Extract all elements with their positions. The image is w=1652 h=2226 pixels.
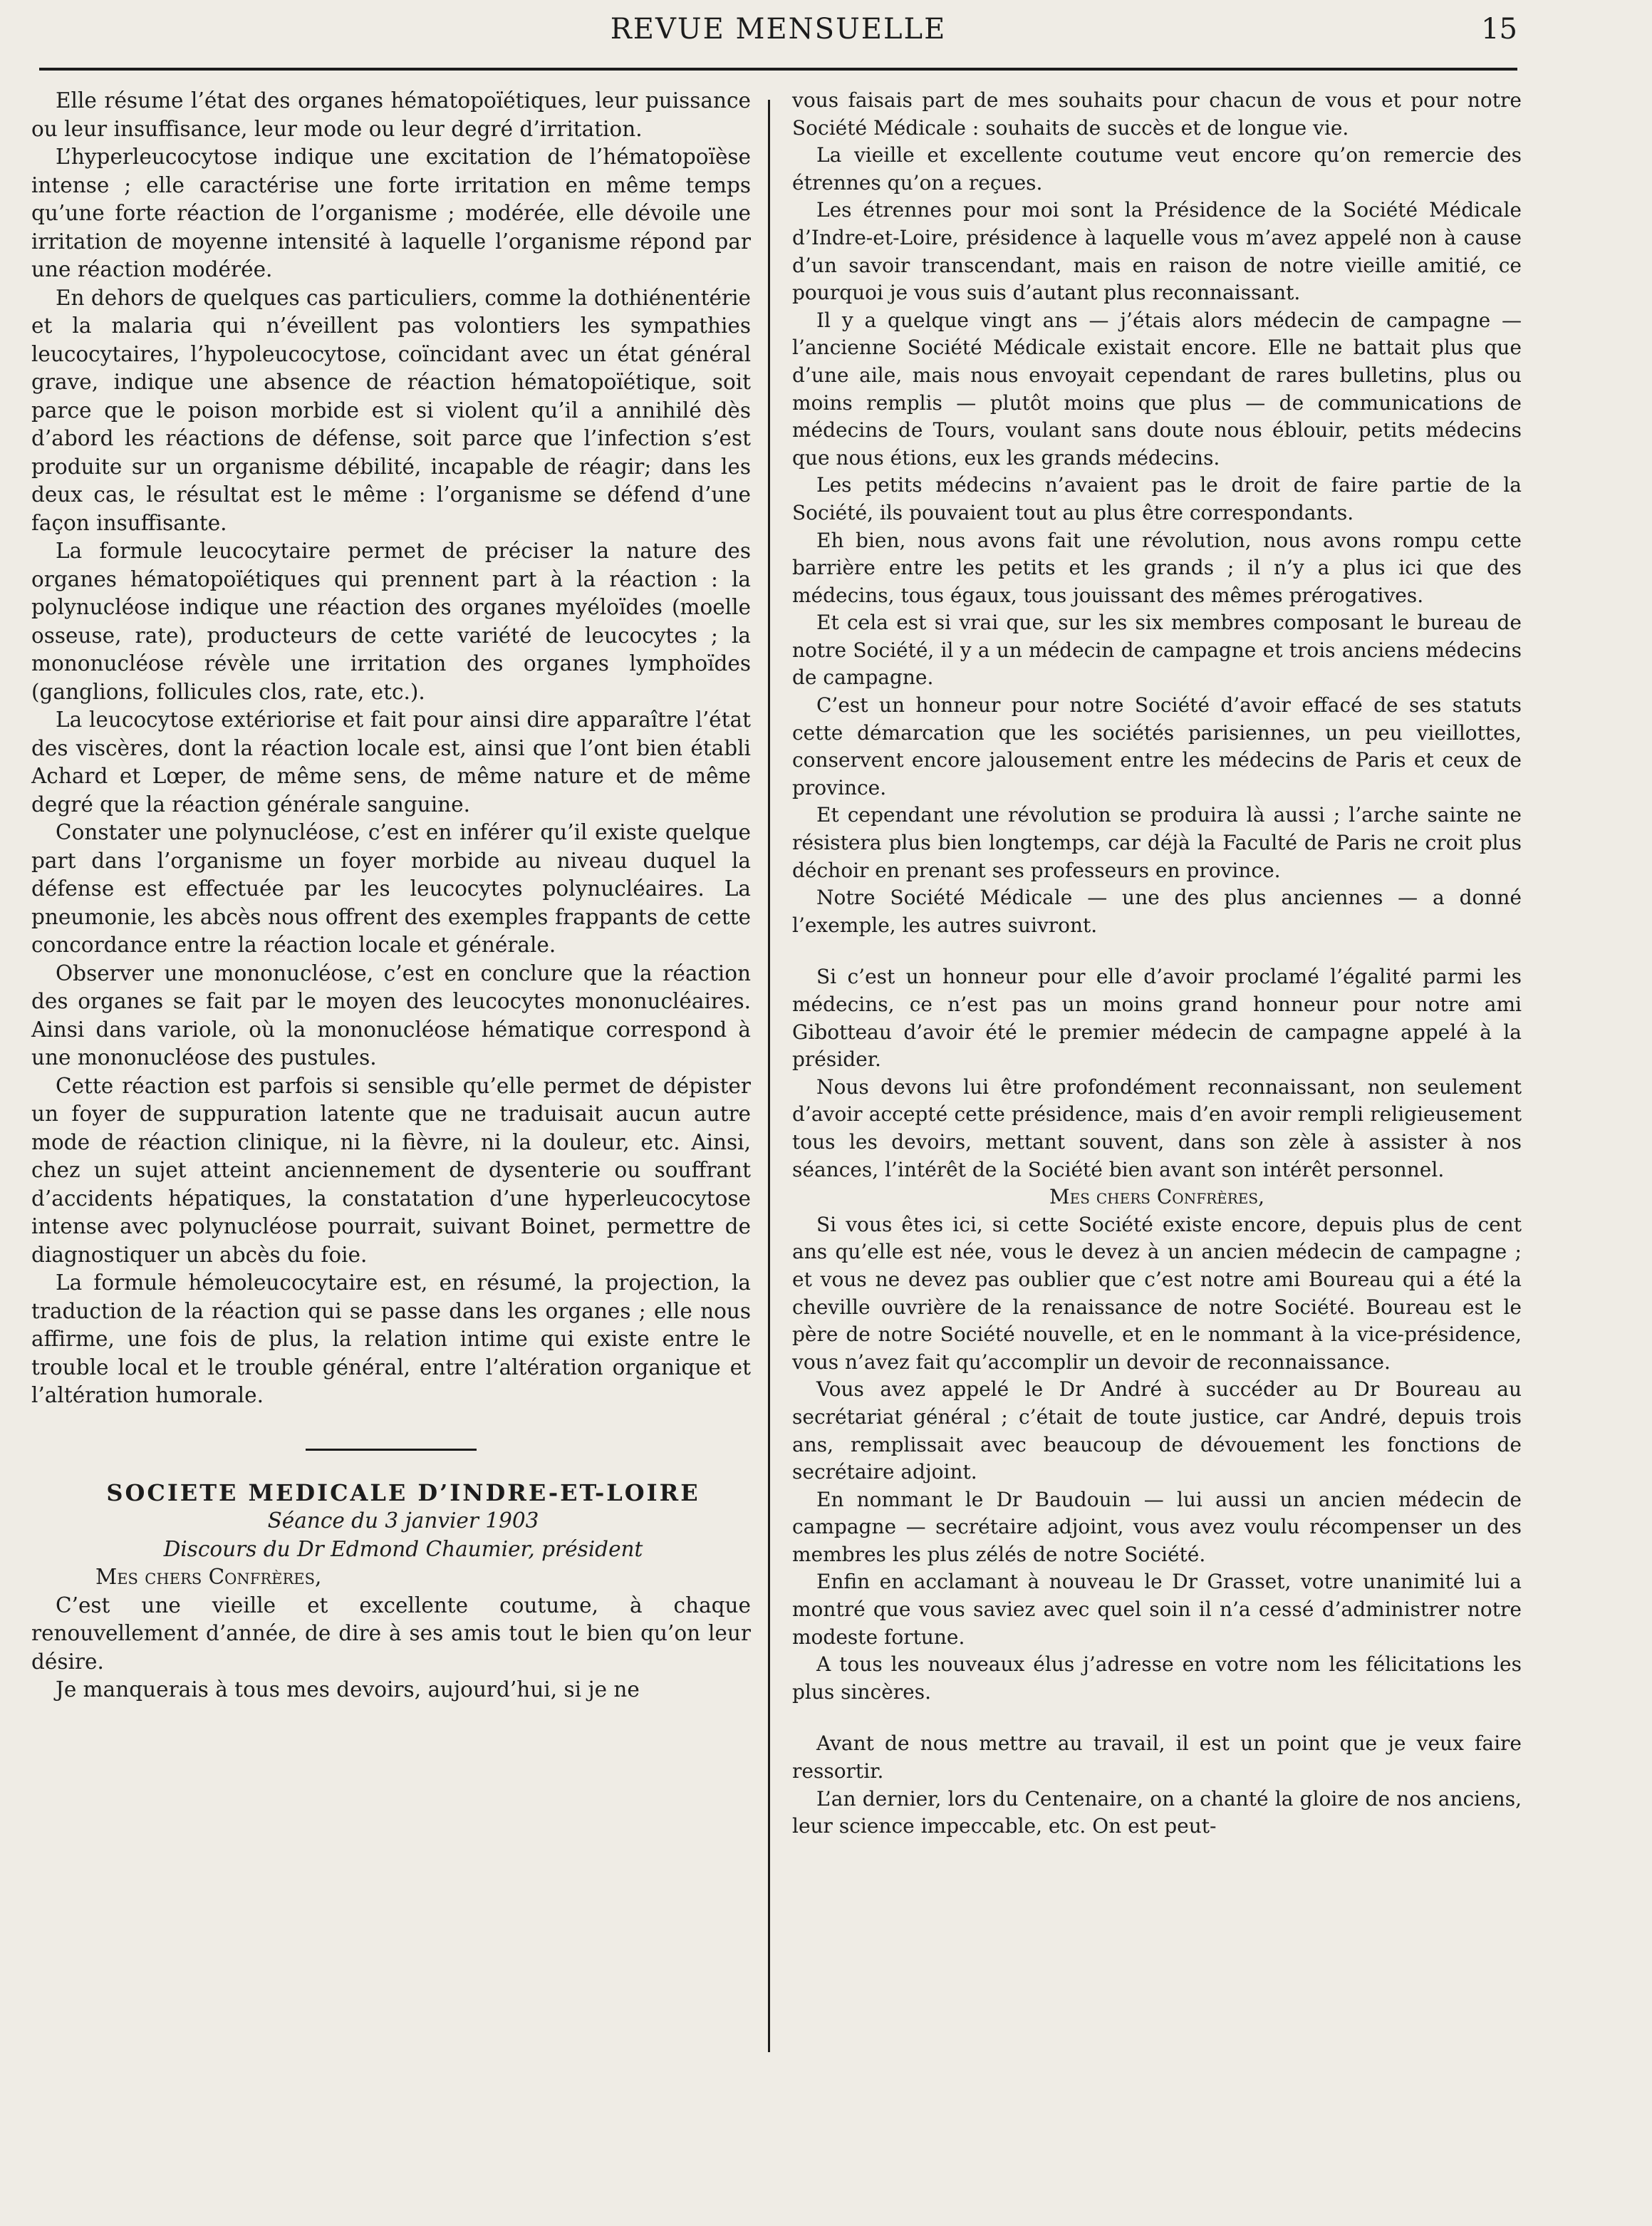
- paragraph: Notre Société Médicale — une des plus anciennes — a donné l’exemple, les autres suivront.: [792, 886, 1522, 937]
- paragraph: En nommant le Dr Baudouin — lui aussi un ancien médecin de campagne — secrétaire adjoint, vous avez voulu récompenser un des membres les plus zélés de notre Société.: [792, 1487, 1522, 1566]
- paragraph: C’est un honneur pour notre Société d’avoir effacé de ses statuts cette démarcation que les sociétés parisiennes, un peu vieillottes, conservent encore jalousement entre les médecins de Paris et ceux de province.: [792, 693, 1522, 799]
- paragraph: Si c’est un honneur pour elle d’avoir proclamé l’égalité parmi les médecins, ce n’est pas un moins grand honneur pour notre ami Gibotteau d’avoir été le premier médecin de campagne appelé à la présider.: [792, 965, 1522, 1072]
- section-separator: [306, 1449, 477, 1451]
- salutation: Mes chers Confrères,: [1049, 1185, 1264, 1209]
- paragraph: Nous devons lui être profondément reconnaissant, non seulement d’avoir accepté cette présidence, mais d’en avoir rempli religieusement tous les devoirs, mettant souvent, dans son zèle à assister à nos séances, l’intérêt de la Société bien avant son intérêt personnel.: [792, 1075, 1522, 1181]
- paragraph: Les petits médecins n’avaient pas le droit de faire partie de la Société, ils pouvaient tout au plus être correspondants.: [792, 473, 1522, 524]
- paragraph: Si vous êtes ici, si cette Société existe encore, depuis plus de cent ans qu’elle est née, vous le devez à un ancien médecin de campagne ; et vous ne devez pas oublier que c’est notre ami Boureau qui a été la cheville ouvrière de la renaissance de notre Société. Boureau est le père de notre Société nouvelle, et en le nommant à la vice-présidence, vous n’avez fait qu’accomplir un devoir de reconnaissance.: [792, 1212, 1522, 1374]
- paragraph: Les étrennes pour moi sont la Présidence de la Société Médicale d’Indre-et-Loire, présidence à laquelle vous m’avez appelé non à cause d’un savoir transcendant, mais en raison de notre vieille amitié, ce pourquoi je vous suis d’autant plus reconnaissant.: [792, 198, 1522, 305]
- paragraph: Elle résume l’état des organes hématopoïétiques, leur puissance ou leur insuffisance, leur mode ou leur degré d’irritation.: [31, 88, 751, 141]
- paragraph: La formule hémoleucocytaire est, en résumé, la projection, la traduction de la réaction qui se passe dans les organes ; elle nous affirme, une fois de plus, la relation intime qui existe entre le trouble local et le trouble général, entre l’altération organique et l’altération humorale.: [31, 1270, 751, 1407]
- paragraph: Il y a quelque vingt ans — j’étais alors médecin de campagne — l’ancienne Société Médicale existait encore. Elle ne battait plus que d’une aile, mais nous envoyait cependant de rares bulletins, plus ou moins remplis — plutôt moins que plus — de communications de médecins de Tours, voulant sans doute nous éblouir, petits médecins que nous étions, eux les grands médecins.: [792, 308, 1522, 470]
- paragraph: Vous avez appelé le Dr André à succéder au Dr Boureau au secrétariat général ; c’était de toute justice, car André, depuis trois ans, remplissait avec beaucoup de dévouement les fonctions de secrétaire adjoint.: [792, 1377, 1522, 1484]
- paragraph: Et cependant une révolution se produira là aussi ; l’arche sainte ne résistera plus bien longtemps, car déjà la Faculté de Paris ne croit plus déchoir en prenant ses professeurs en province.: [792, 803, 1522, 882]
- left-column: [31, 87, 751, 1704]
- speech-title: Discours du Dr Edmond Chaumier, président: [163, 1536, 643, 1561]
- paragraph: Cette réaction est parfois si sensible qu’elle permet de dépister un foyer de suppuration latente que ne traduisait aucun autre mode de réaction clinique, ni la fièvre, ni la douleur, etc. Ainsi, chez un sujet atteint anciennement de dysenterie ou souffrant d’accidents hépatiques, la constatation d’une hyperleucocytose intense avec polynucléose pourrait, suivant Boinet, permettre de diagnostiquer un abcès du foie.: [31, 1073, 751, 1267]
- paragraph: vous faisais part de mes souhaits pour chacun de vous et pour notre Société Médicale : souhaits de succès et de longue vie.: [792, 88, 1522, 140]
- paragraph: Eh bien, nous avons fait une révolution, nous avons rompu cette barrière entre les petits et les grands ; il n’y a plus ici que des médecins, tous égaux, tous jouissant des mêmes prérogatives.: [792, 528, 1522, 607]
- running-head: [39, 10, 1517, 53]
- paragraph: Avant de nous mettre au travail, il est un point que je veux faire ressortir.: [792, 1731, 1522, 1784]
- journal-title: REVUE MENSUELLE: [610, 13, 947, 46]
- session-date: Séance du 3 janvier 1903: [267, 1508, 539, 1533]
- paragraph: L’an dernier, lors du Centenaire, on a chanté la gloire de nos anciens, leur science impeccable, etc. On est peut-: [792, 1786, 1522, 1838]
- column-divider: [768, 100, 770, 2052]
- paragraph: Constater une polynucléose, c’est en inférer qu’il existe quelque part dans l’organisme un foyer morbide au niveau duquel la défense est effectuée par les leucocytes polynucléaires. La pneumonie, les abcès nous offrent des exemples frappants de cette concordance entre la réaction locale et générale.: [31, 820, 751, 957]
- paragraph: La vieille et excellente coutume veut encore qu’on remercie des étrennes qu’on a reçues.: [792, 143, 1522, 195]
- header-rule: [39, 68, 1517, 71]
- paragraph: Enfin en acclamant à nouveau le Dr Grasset, votre unanimité lui a montré que vous saviez avec quel soin il n’a cessé d’administrer notre modeste fortune.: [792, 1570, 1522, 1649]
- salutation: Mes chers Confrères,: [95, 1565, 322, 1589]
- right-column: [792, 87, 1522, 1841]
- paragraph: A tous les nouveaux élus j’adresse en votre nom les félicitations les plus sincères.: [792, 1652, 1522, 1704]
- paragraph: Et cela est si vrai que, sur les six membres composant le bureau de notre Société, il y a un médecin de campagne et trois anciens médecins de campagne.: [792, 611, 1522, 690]
- society-title: SOCIETE MEDICALE D’INDRE-ET-LOIRE: [106, 1479, 700, 1506]
- paragraph: C’est une vieille et excellente coutume, à chaque renouvellement d’année, de dire à ses amis tout le bien qu’on leur désire.: [31, 1593, 751, 1674]
- paragraph: L’hyperleucocytose indique une excitation de l’hématopoïèse intense ; elle caractérise une forte irritation en même temps qu’une forte réaction de l’organisme ; modérée, elle dévoile une irritation de moyenne intensité à laquelle l’organisme répond par une réaction modérée.: [31, 145, 751, 281]
- paragraph: Observer une mononucléose, c’est en conclure que la réaction des organes se fait par le moyen des leucocytes mononucléaires. Ainsi dans variole, où la mononucléose hématique correspond à une mononucléose des pustules.: [31, 961, 751, 1070]
- paragraph: La leucocytose extériorise et fait pour ainsi dire apparaître l’état des viscères, dont la réaction locale est, ainsi que l’ont bien établi Achard et Lœper, de même sens, de même nature et de même degré que la réaction générale sanguine.: [31, 708, 751, 817]
- page-number: 15: [1481, 13, 1517, 46]
- paragraph: La formule leucocytaire permet de préciser la nature des organes hématopoïétiques qui prennent part à la réaction : la polynucléose indique une réaction des organes myéloïdes (moelle osseuse, rate), producteurs de cette variété de leucocytes ; la mononucléose révèle une irritation des organes lymphoïdes (ganglions, follicules clos, rate, etc.).: [31, 539, 751, 704]
- paragraph: En dehors de quelques cas particuliers, comme la dothiénentérie et la malaria qui n’éveillent pas volontiers les sympathies leucocytaires, l’hypoleucocytose, coïncidant avec un état général grave, indique une absence de réaction hématopoïétique, soit parce que le poison morbide est si violent qu’il a annihilé dès d’abord les réactions de défense, soit parce que l’infection s’est produite sur un organisme débilité, incapable de réagir; dans les deux cas, le résultat est le même : l’organisme se défend d’une façon insuffisante.: [31, 285, 751, 535]
- paragraph: Je manquerais à tous mes devoirs, aujourd’hui, si je ne: [56, 1677, 640, 1702]
